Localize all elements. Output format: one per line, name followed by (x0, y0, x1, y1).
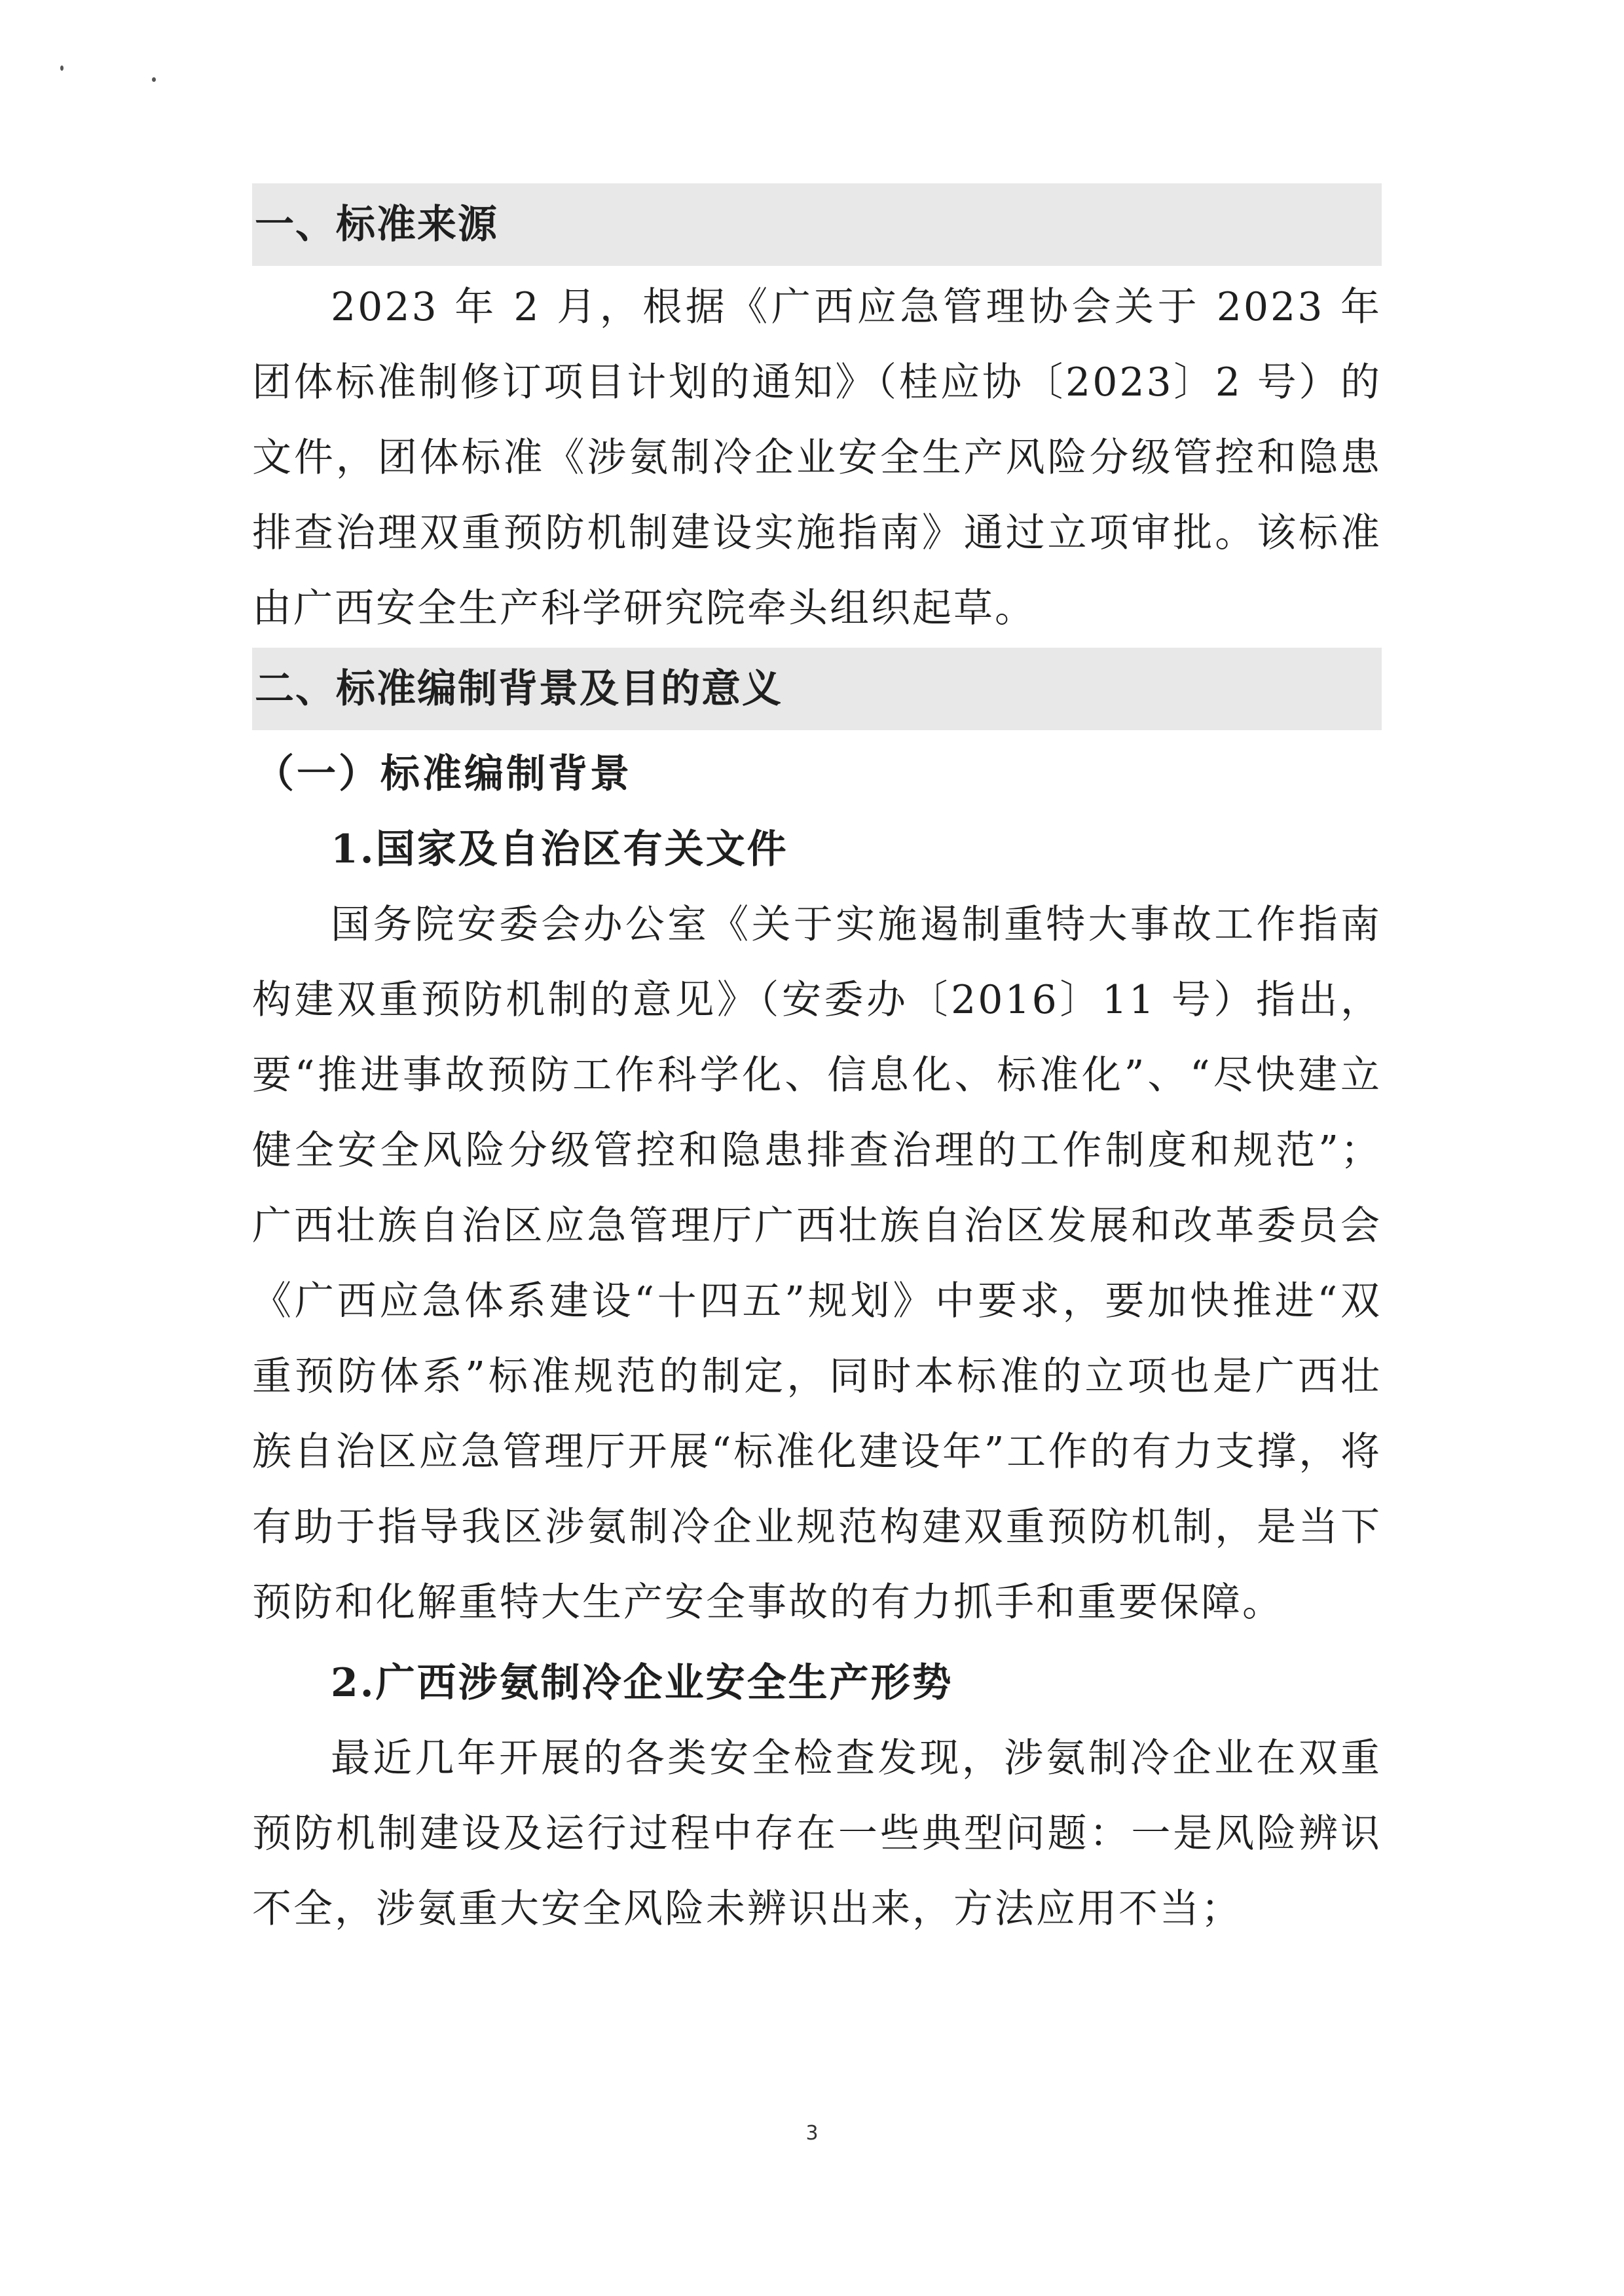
document-body (252, 183, 1382, 1947)
section-heading-background: 二、标准编制背景及目的意义 (252, 648, 1382, 730)
scan-speck (60, 65, 64, 71)
scan-speck (152, 77, 156, 82)
item-heading-safety-situation: 2.广西涉氨制冷企业安全生产形势 (331, 1660, 953, 1706)
subsection-heading-background: （一）标准编制背景 (255, 751, 632, 797)
paragraph-standard-source: 2023 年 2 月，根据《广西应急管理协会关于 2023 年团体标准制修订项目计划的通知》（桂应协〔2023〕2 号）的文件，团体标准《涉氨制冷企业安全生产风险分级管控和隐患排查治理双重预防机制建设实施指南》通过立项审批。该标准由广西安全生产科学研究院牵头组织起草。 (252, 284, 1382, 631)
paragraph-safety-situation: 最近几年开展的各类安全检查发现，涉氨制冷企业在双重预防机制建设及运行过程中存在一些典型问题：一是风险辨识不全，涉氨重大安全风险未辨识出来，方法应用不当； (252, 1735, 1382, 1932)
section-heading-standard-source: 一、标准来源 (252, 183, 1382, 266)
item-heading-documents: 1.国家及自治区有关文件 (331, 826, 788, 872)
paragraph-documents: 国务院安委会办公室《关于实施遏制重特大事故工作指南构建双重预防机制的意见》（安委办〔2016〕11 号）指出，要“推进事故预防工作科学化、信息化、标准化”、“尽快建立健全安全风险分级管控和隐患排查治理的工作制度和规范”；广西壮族自治区应急管理厅广西壮族自治区发展和改革委员会《广西应急体系建设“十四五”规划》中要求，要加快推进“双重预防体系”标准规范的制定，同时本标准的立项也是广西壮族自治区应急管理厅开展“标准化建设年”工作的有力支撑，将有助于指导我区涉氨制冷企业规范构建双重预防机制，是当下预防和化解重特大生产安全事故的有力抓手和重要保障。 (252, 902, 1382, 1625)
page-number: 3 (805, 2122, 819, 2145)
